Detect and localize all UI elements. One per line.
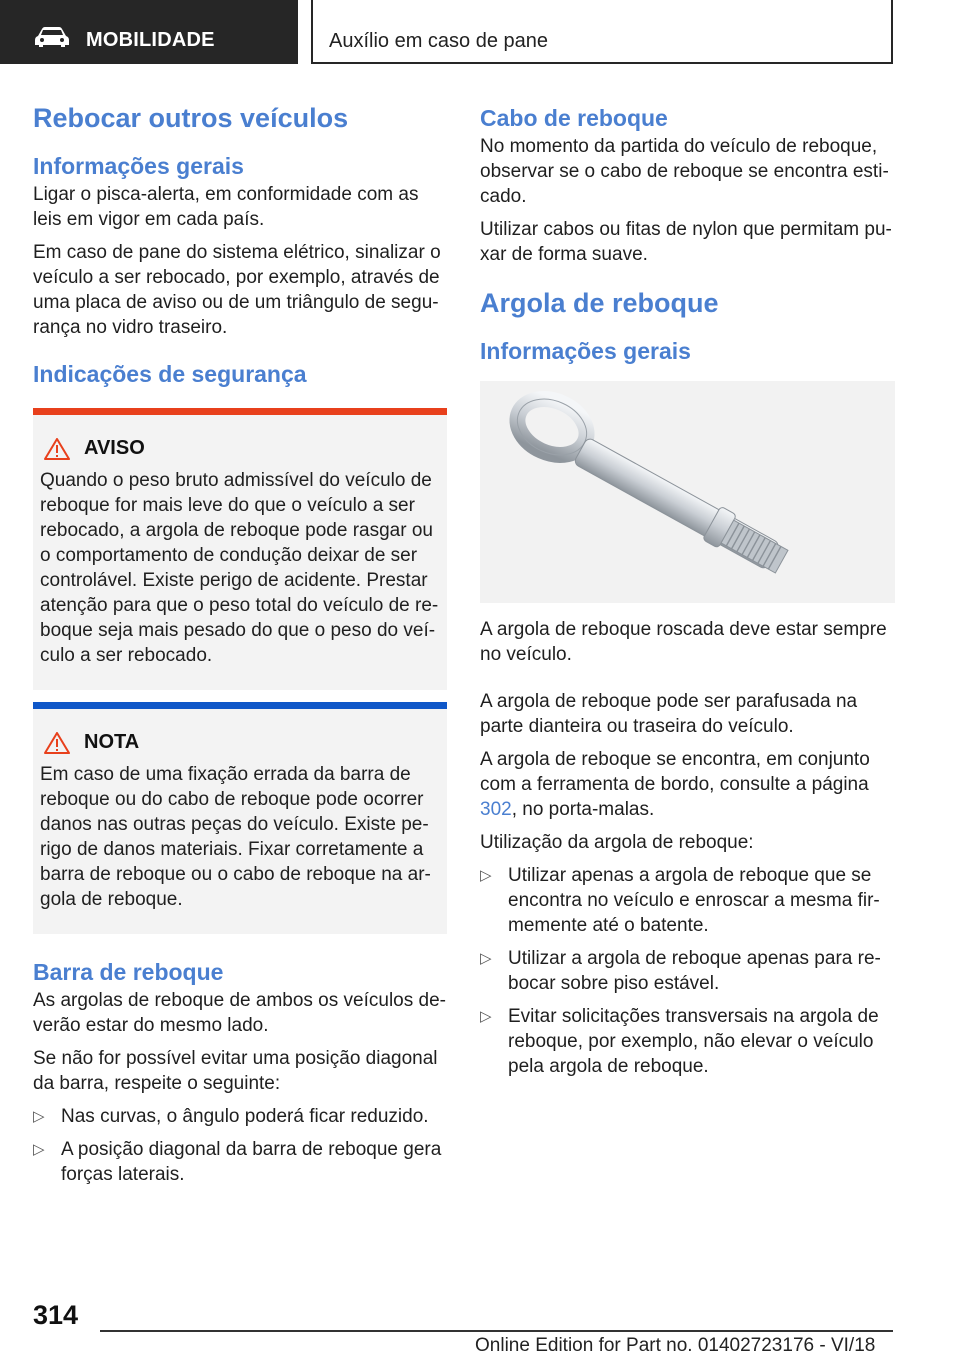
bullet-list — [33, 1104, 447, 1187]
paragraph: No momento da partida do veículo de reboque, observar se o cabo de reboque se encontra esticado. — [480, 136, 889, 207]
section-label: MOBILIDADE — [86, 29, 215, 51]
list-item: ▷ Utilizar apenas a argola de reboque que se encontra no veículo e enroscar a mesma firmemente até o batente. — [480, 865, 880, 936]
bullet-arrow-icon: ▷ — [33, 1141, 45, 1158]
list-item: ▷ Utilizar a argola de reboque apenas para rebocar sobre piso estável. — [480, 948, 881, 994]
paragraph: Utilizar cabos ou fitas de nylon que permitam puxar de forma suave. — [480, 219, 892, 265]
heading-tow-cable: Cabo de reboque — [480, 105, 668, 131]
heading-general-info: Informações gerais — [480, 338, 691, 364]
bullet-arrow-icon: ▷ — [480, 867, 492, 884]
note-text: Em caso de uma fixação errada da barra de reboque ou do cabo de reboque pode ocorrer danos nas outras peças do veículo. Existe perigo de danos materiais. Fixar corretamente a barra de reboque ou o cabo de reboque na argola de reboque. — [40, 764, 431, 910]
left-column — [33, 100, 447, 1195]
page-number: 314 — [33, 1300, 79, 1330]
paragraph: A argola de reboque roscada deve estar sempre no veículo. — [480, 619, 887, 665]
chapter-tab — [311, 0, 893, 64]
page-link-302[interactable]: 302 — [480, 799, 512, 820]
warning-box — [33, 408, 447, 690]
note-box — [33, 702, 447, 934]
bullet-arrow-icon: ▷ — [480, 950, 492, 967]
paragraph: A argola de reboque se encontra, em conjunto com a ferramenta de bordo, consulte a página 302, no porta-malas. — [480, 749, 870, 820]
bullet-list — [480, 863, 895, 1079]
paragraph: Em caso de pane do sistema elétrico, sinalizar o veículo a ser rebocado, por exemplo, através de uma placa de aviso ou de um triângulo de segurança no vidro traseiro. — [33, 242, 441, 338]
warning-icon — [44, 438, 70, 460]
paragraph: As argolas de reboque de ambos os veículos deverão estar do mesmo lado. — [33, 990, 446, 1036]
section-tab — [0, 0, 298, 64]
bullet-arrow-icon: ▷ — [480, 1008, 492, 1025]
list-item: ▷ A posição diagonal da barra de reboque gera forças laterais. — [33, 1139, 442, 1185]
paragraph: Ligar o pisca-alerta, em conformidade com as leis em vigor em cada país. — [33, 184, 419, 230]
title-towing-eye: Argola de reboque — [480, 288, 719, 318]
towing-eye-image — [480, 381, 895, 603]
paragraph: Se não for possível evitar uma posição diagonal da barra, respeite o seguinte: — [33, 1048, 438, 1094]
bullet-arrow-icon: ▷ — [33, 1108, 45, 1125]
warning-title: AVISO — [84, 437, 145, 459]
heading-general-info: Informações gerais — [33, 153, 244, 179]
edition-note: Online Edition for Part no. 01402723176 - VI/18 — [475, 1335, 876, 1356]
heading-safety: Indicações de segurança — [33, 361, 307, 387]
title-towing-other-vehicles: Rebocar outros veículos — [33, 103, 349, 133]
note-title: NOTA — [84, 731, 140, 753]
footer-rule — [100, 1330, 893, 1332]
warning-icon — [44, 732, 70, 754]
car-icon — [34, 26, 70, 48]
paragraph: Utilização da argola de reboque: — [480, 832, 754, 853]
towing-eye-illustration — [480, 381, 895, 603]
warning-text: Quando o peso bruto admissível do veículo de reboque for mais leve do que o veículo a ser rebocado, a argola de reboque pode rasgar ou o comportamento de condução deixar de ser controlável. Existe perigo de acidente. Prestar atenção para que o peso total do veículo de reboque seja mais pesado do que o peso do veículo a ser rebocado. — [40, 470, 439, 666]
list-item: ▷ Nas curvas, o ângulo poderá ficar reduzido. — [33, 1106, 429, 1127]
right-column — [480, 100, 895, 1087]
chapter-label: Auxílio em caso de pane — [329, 30, 549, 52]
list-item: ▷ Evitar solicitações transversais na argola de reboque, por exemplo, não elevar o veículo pela argola de reboque. — [480, 1006, 879, 1077]
paragraph: A argola de reboque pode ser parafusada na parte dianteira ou traseira do veículo. — [480, 691, 858, 737]
heading-tow-bar: Barra de reboque — [33, 959, 224, 985]
